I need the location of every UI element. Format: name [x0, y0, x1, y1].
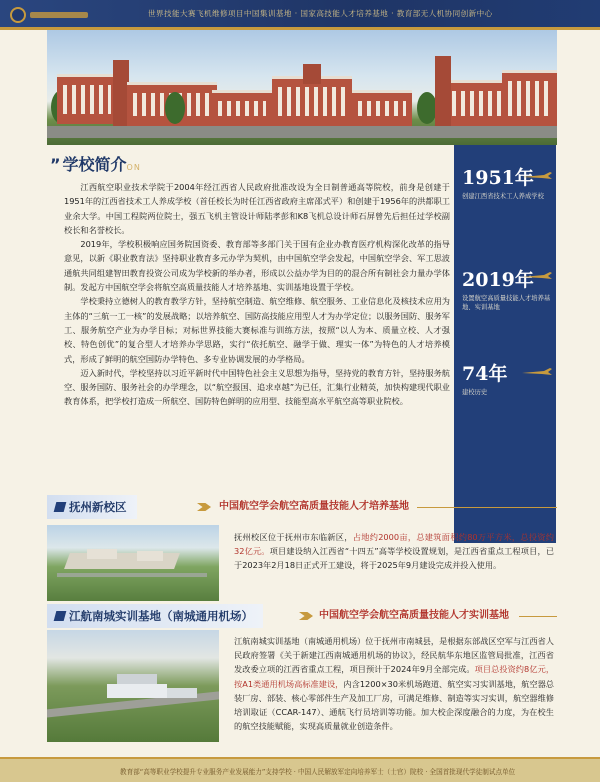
intro-paragraph: 学校秉持立德树人的教育教学方针，坚持航空制造、航空维修、航空服务、工业信息化及核技术应用为主体的“三航一工一核”的发展战略；以培养航空、国防高技能应用型人才为办学定位；以服务国防、服务军工、服务航空产业为办学目标；对标世界技能大赛标准与训练方法，按照“以人为本、质量立校、人才强校、特色创优”的复合型人才培养办学思路，实行“依托航空、融学于做、理实一体”为特色的人才培养模式，形成了鲜明的航空国防办学特色、多专业协调发展的办学格局。 [64, 296, 450, 364]
intro-paragraph: 2019年，学校积极响应国务院国资委、教育部等多部门关于国有企业办教育医疗机构深化改革的指导意见，以新《职业教育法》坚持职业教育多元办学为契机，由中国航空学会发起，中国航空学会、军工思波通航共同组建智田教育投资公司成为学校新的举办者，形成以公益办学为目的的混合所有制社会力量办学体制。发起方中国航空学会将航空高质量技能人才培养基地、实训基地设置于学校。 [64, 239, 450, 293]
campus-road [47, 126, 557, 138]
fact-number: 1951年 [462, 167, 534, 189]
campus2-name: 江航南城实训基地（南城通用机场） [47, 604, 263, 628]
gold-arrow-icon [197, 503, 211, 511]
section-title [50, 152, 141, 175]
campus2-text [234, 634, 554, 733]
footer-banner [0, 757, 600, 782]
plane-icon [522, 271, 552, 281]
fact-1951 [462, 163, 554, 201]
fact-number: 2019年 [462, 269, 534, 291]
facts-panel [454, 145, 556, 543]
fuzhou-campus-photo [47, 525, 219, 601]
intro-text [64, 180, 450, 409]
school-seal-icon [10, 7, 26, 23]
logo-wordmark [30, 12, 88, 18]
campus1-text [234, 530, 554, 573]
gold-arrow-icon [299, 612, 313, 620]
campus2-text-b: 内含1200×30米机场跑道、航空实习实训基地，航空器总装厂房、部装、核心零部件生产及加工厂房，可满足维修、制造等实习实训，航空器维修培训取证（CCAR-147）、通航飞行员培训等功能。加大校企深度融合的力度，为在校生的航空技能赋能，实现高质量就业创造条件。 [234, 678, 554, 732]
campus1-text-b: 项目建设纳入江西省“十四五”高等学校设置规划，是江西省重点工程项目，已于2023年2月18日正式开工建设，将于2025年9月建设完成并投入使用。 [234, 546, 555, 571]
intro-paragraph: 迈入新时代，学校坚持以习近平新时代中国特色社会主义思想为指导，坚持党的教育方针，坚持服务航空、服务国防、服务社会的办学理念，以“航空报国、追求卓越”为已任，汇集行业精英，加快构建现代职业教育体系，把学校打造成一所航空、国防特色鲜明的应用型、技能型高水平航空高等职业院校。 [64, 367, 450, 407]
intro-paragraph: 江西航空职业技术学院于2004年经江西省人民政府批准改设为全日制普通高等院校，前身是创建于1951年的江西省技术工人养成学校（首任校长为时任江西省政府主席邵式平）和创建于1956年的洪都职工业余大学。中国工程院两位院士，强五飞机主管设计师陆孝彭和K8飞机总设计师石屏曾先后担任过学校副校长和名誉校长。 [64, 182, 450, 235]
nancheng-airport-photo [47, 630, 219, 742]
campus2-header [47, 604, 557, 628]
section-title-text: 学校简介 [62, 155, 127, 174]
campus1-header [47, 495, 557, 519]
campus2-highlight: 项目总投资约8亿元，按A1类通用机场高标准建设， [234, 664, 555, 689]
campus1-highlight: 占地约2000亩，总建筑面积约80万平方米，总投资约32亿元。 [234, 532, 554, 557]
section-title-en: ON [126, 163, 141, 172]
school-logo [10, 6, 94, 24]
fact-description: 创建江西省技术工人养成学校 [462, 193, 544, 200]
campus2-subtitle: 中国航空学会航空高质量技能人才实训基地 [319, 610, 509, 621]
campus1-subtitle: 中国航空学会航空高质量技能人才培养基地 [219, 501, 409, 512]
fact-number: 74年 [462, 363, 508, 385]
campus1-name: 抚州新校区 [47, 495, 137, 519]
top-banner [0, 0, 600, 30]
header-tagline: 世界技能大赛飞机维修项目中国集训基地 · 国家高技能人才培养基地 · 教育部无人机协同创新中心 [148, 9, 493, 18]
fact-74 [462, 359, 554, 397]
campus2-text-a: 江航南城实训基地（南城通用机场）位于抚州市南城县，是根据东部战区空军与江西省人民政府签署《关于新建江西南城通用机场的协议》，经民航华东地区监管局批准，江西省发改委立项的江西省重点工程，项目预计于2024年9月全部完成。 [234, 636, 554, 675]
plane-icon [522, 367, 552, 377]
fact-description: 设置航空高质量技能人才培养基地、实训基地 [462, 295, 551, 311]
plane-icon [522, 171, 552, 181]
fact-description: 建校历史 [462, 389, 488, 396]
campus1-text-a: 抚州校区位于抚州市东临新区， [234, 532, 353, 542]
header-rule [417, 507, 557, 508]
title-quote-mark: ” [50, 155, 61, 174]
footer-text: 教育部“高等职业学校提升专业服务产业发展能力”支持学校 · 中国人民解放军定向培养军士（士官）院校 · 全国首批现代学徒制试点单位 [120, 768, 516, 776]
header-rule [519, 616, 557, 617]
campus-photo [47, 30, 557, 145]
